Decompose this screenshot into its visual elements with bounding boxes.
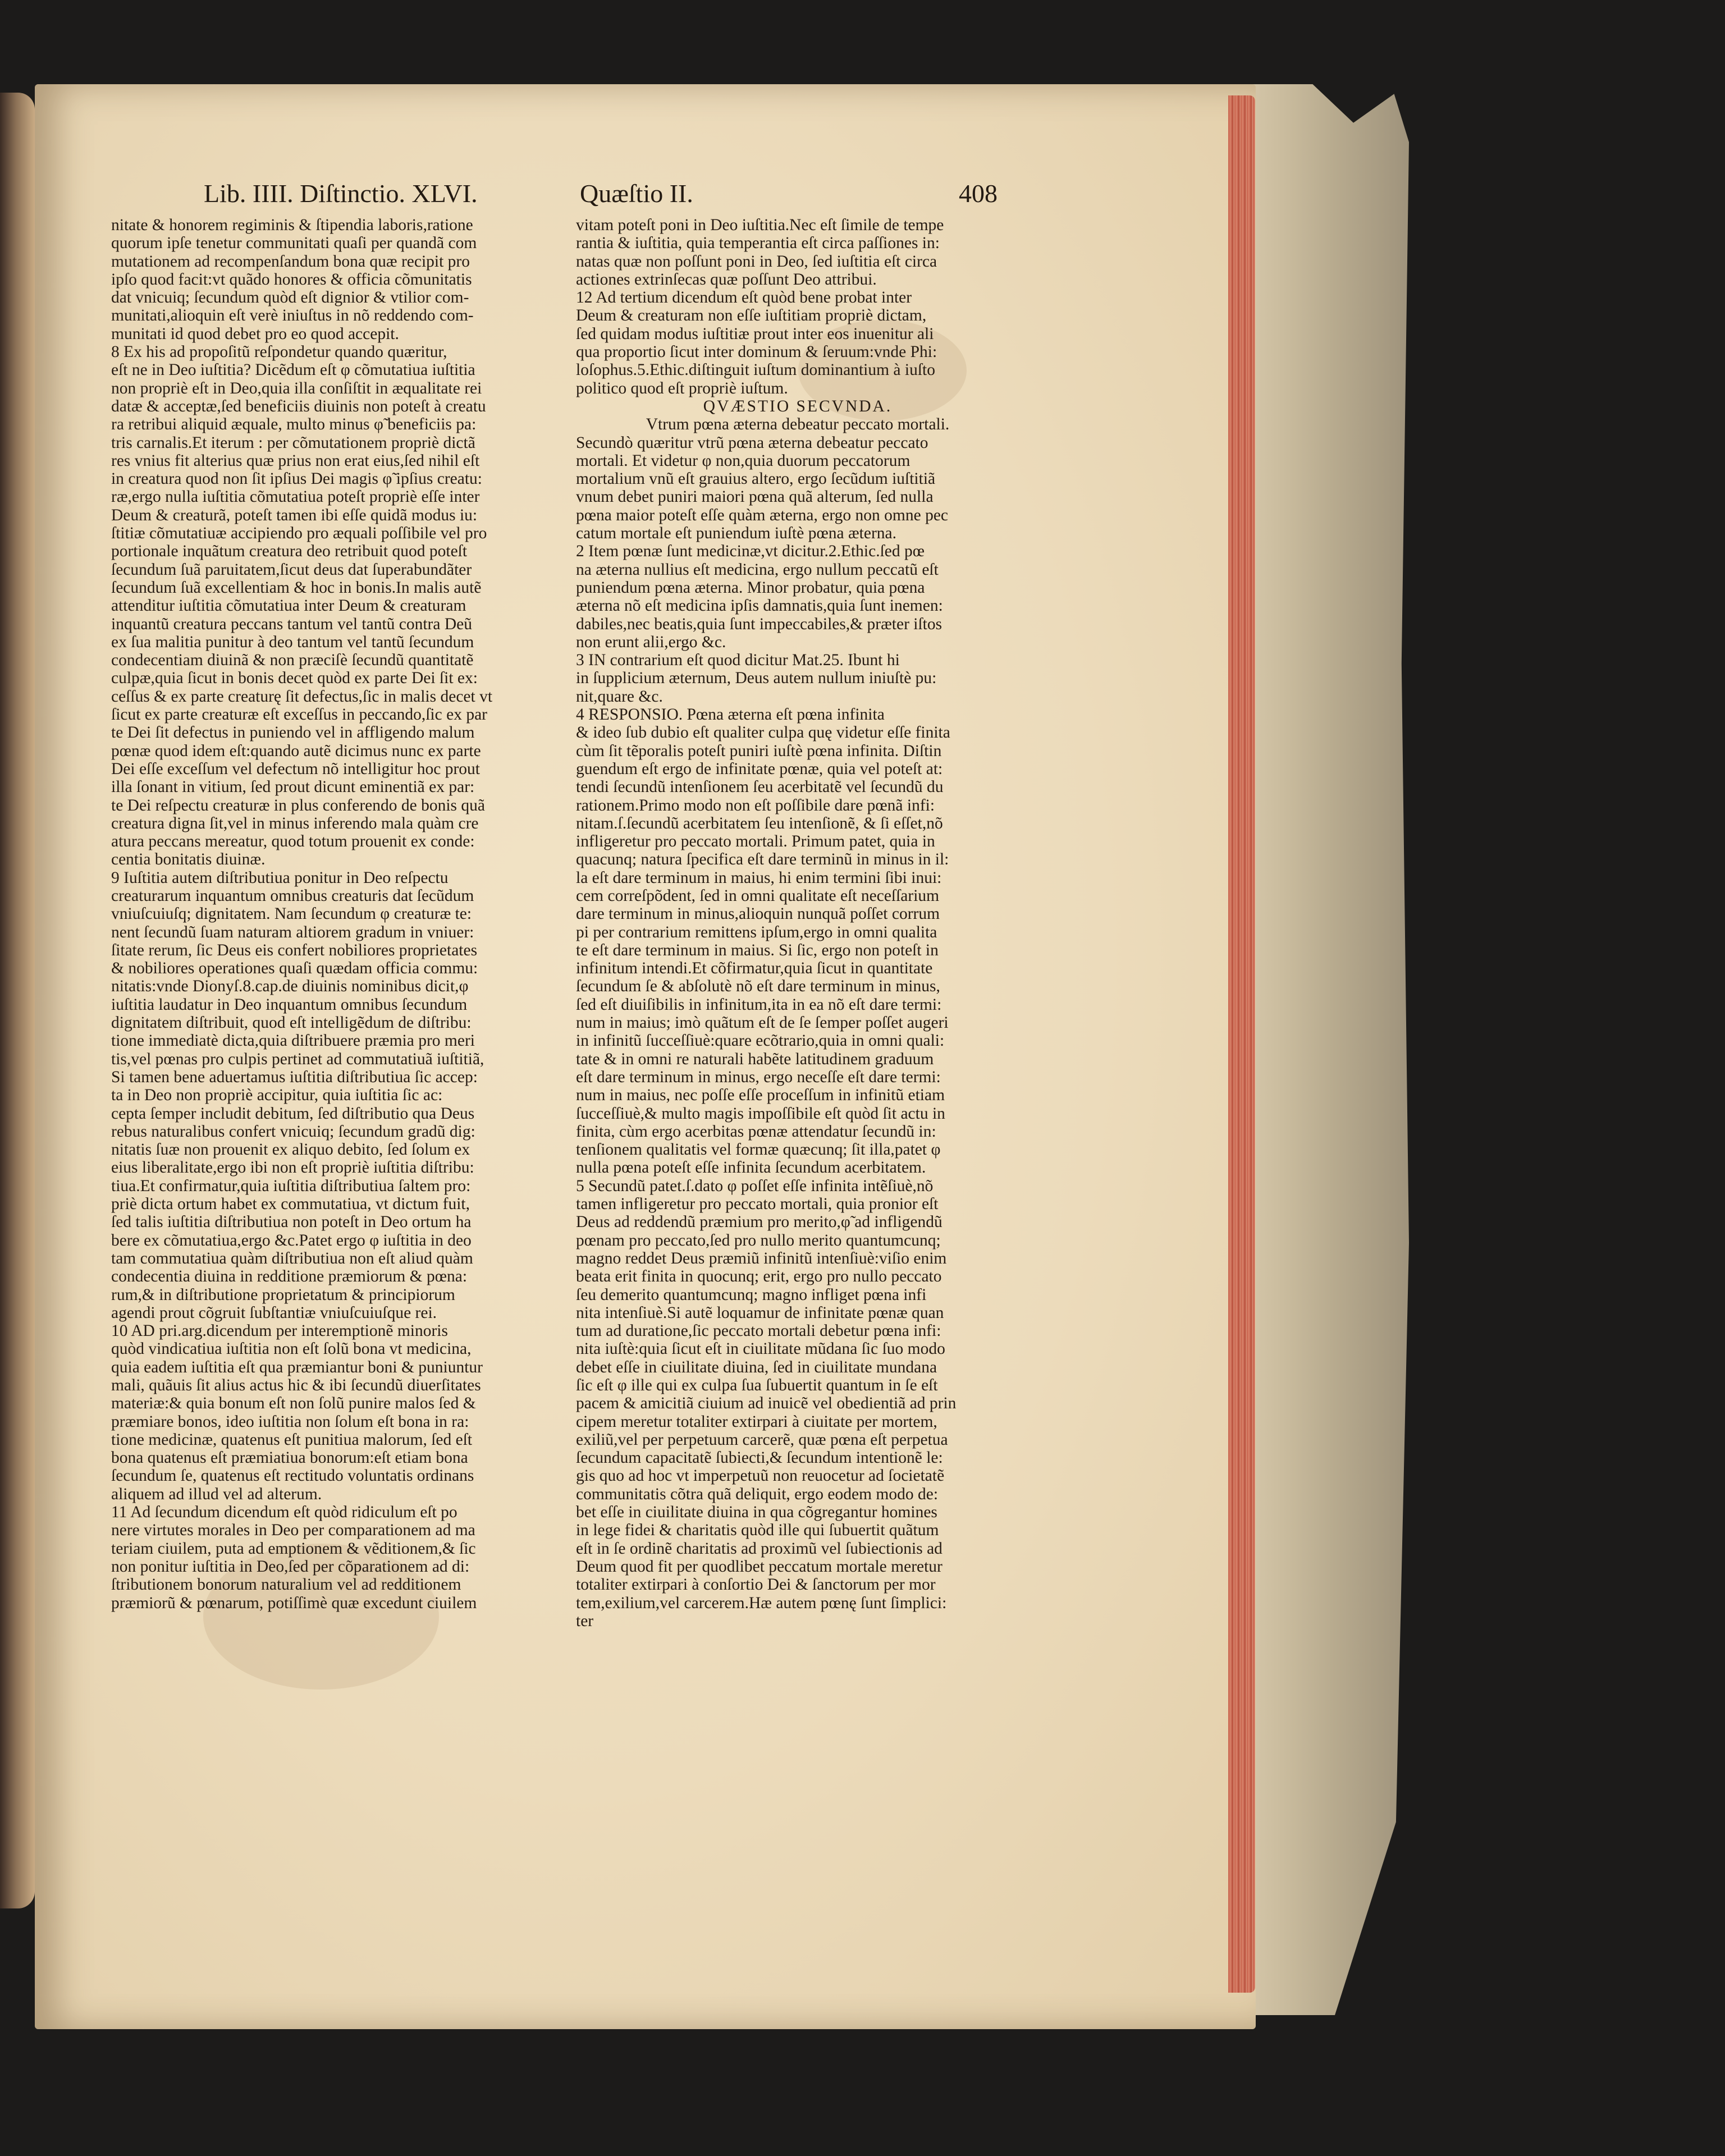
- text-line: qua proportio ſicut inter dominum & ſeruum:vnde Phi:: [576, 343, 937, 361]
- text-line: tenſionem qualitatis vel formæ quæcunq; ſit illa,patet φ: [576, 1141, 941, 1159]
- text-line: politico quod eſt propriè iuſtum.: [576, 379, 788, 397]
- text-line: guendum eſt ergo de infinitate pœnæ, quia vel poteſt at:: [576, 759, 943, 778]
- text-line: Deum & creaturã, poteſt tamen ibi eſſe quidã modus iu:: [111, 506, 478, 524]
- text-line: ſecundum ſuã paruitatem,ſicut deus dat ſuperabundãter: [111, 560, 472, 579]
- text-line: Si tamen bene aduertamus iuſtitia diſtributiua ſic accep:: [111, 1068, 478, 1086]
- text-line: in creatura quod non ſit ipſius Dei magis φ̃ ipſius creatu:: [111, 470, 482, 488]
- text-line: 11 Ad ſecundum dicendum eſt quòd ridiculum eſt po: [111, 1503, 457, 1522]
- text-line: Deum & creaturam non eſſe iuſtitiam propriè dictam,: [576, 306, 927, 325]
- text-line: tamen infligeretur pro peccato mortali, quia pronior eſt: [576, 1195, 939, 1214]
- text-line: priè dicta ortum habet ex commutatiua, vt dictum fuit,: [111, 1195, 470, 1214]
- text-line: præmiorũ & pœnarum, potiſſimè quæ excedunt ciuilem: [111, 1594, 477, 1612]
- text-line: cepta ſemper includit debitum, ſed diſtributio qua Deus: [111, 1104, 475, 1123]
- text-line: quia eadem iuſtitia eſt qua præmiantur boni & puniuntur: [111, 1358, 483, 1376]
- text-line: ta in Deo non propriè accipitur, quia iuſtitia ſic ac:: [111, 1086, 443, 1105]
- text-line: ſtributionem bonorum naturalium vel ad redditionem: [111, 1576, 461, 1594]
- text-line: culpæ,quia ſicut in bonis decet quòd ex parte Dei ſit ex:: [111, 669, 478, 688]
- text-line: mortalium vnũ eſt grauius altero, ergo ſecũdum iuſtitiã: [576, 470, 936, 488]
- text-line: Vtrum pœna æterna debeatur peccato mortali.: [646, 415, 950, 434]
- book-distinction-heading: Lib. IIII. Diſtinctio. XLVI.: [204, 179, 478, 208]
- text-line: dare terminum in minus,alioquin nunquã poſſet corrum: [576, 905, 940, 923]
- text-line: pacem & amicitiã ciuium ad inuicẽ vel obedientiã ad prin: [576, 1394, 957, 1413]
- question-title: QVÆSTIO SECVNDA.: [703, 397, 893, 415]
- text-line: eſt ne in Deo iuſtitia? Dicẽdum eſt φ cõmutatiua iuſtitia: [111, 361, 475, 379]
- text-line: non ponitur iuſtitia in Deo,ſed per cõparationem ad di:: [111, 1557, 470, 1576]
- text-line: quacunq; natura ſpecifica eſt dare terminũ in minus in il:: [576, 850, 949, 869]
- text-line: non erunt alii,ergo &c.: [576, 633, 726, 651]
- text-line: nitate & honorem regiminis & ſtipendia laboris,ratione: [111, 216, 473, 234]
- text-line: illa ſonant in vitium, ſed prout dicunt eminentiã ex par:: [111, 778, 475, 797]
- text-line: Secundò quæritur vtrũ pœna æterna debeatur peccato: [576, 433, 928, 452]
- text-line: magno reddet Deus præmiũ infinitũ intenſiuè:viſio enim: [576, 1249, 947, 1267]
- text-line: cem correſpõdent, ſed in omni qualitate eſt neceſſarium: [576, 886, 940, 905]
- text-line: dignitatem diſtribuit, quod eſt intelligẽdum de diſtribu:: [111, 1014, 472, 1032]
- text-line: Deum quod fit per quodlibet peccatum mortale meretur: [576, 1557, 942, 1576]
- text-line: creatura digna ſit,vel in minus inferendo mala quàm cre: [111, 814, 479, 832]
- text-line: mortali. Et videtur φ non,quia duorum peccatorum: [576, 451, 910, 470]
- text-line: eſt dare terminum in minus, ergo neceſſe eſt dare termi:: [576, 1068, 941, 1086]
- text-line: inquantũ creatura peccans tantum vel tantũ contra Deũ: [111, 615, 472, 633]
- text-line: nit,quare &c.: [576, 687, 663, 706]
- text-line: rum,& in diſtributione proprietatum & principiorum: [111, 1285, 455, 1304]
- text-line: ceſſus & ex parte creaturę ſit defectus,ſic in malis decet vt: [111, 687, 493, 706]
- text-line: dat vnicuiq; ſecundum quòd eſt dignior & vtilior com-: [111, 289, 469, 307]
- text-line: rationem.Primo modo non eſt poſſibile dare pœnã infi:: [576, 796, 935, 814]
- text-line: ſed talis iuſtitia diſtributiua non poteſt in Deo ortum ha: [111, 1213, 472, 1232]
- text-line: finita, cùm ergo acerbitas pœnæ attendatur ſecundũ in:: [576, 1122, 936, 1141]
- text-line: ſtitiæ cõmutatiuæ accipiendo pro æquali poſſibile vel pro: [111, 524, 487, 543]
- text-line: condecentia diuina in redditione præmiorum & pœna:: [111, 1267, 468, 1286]
- text-line: ipſo quod facit:vt quãdo honores & officia cõmunitatis: [111, 270, 472, 289]
- text-line: tum ad duratione,ſic peccato mortali debetur pœna infi:: [576, 1322, 941, 1340]
- text-line: & nobiliores operationes quaſi quædam officia commu:: [111, 959, 478, 978]
- text-line: nitatis:vnde Dionyſ.8.cap.de diuinis nominibus dicit,φ: [111, 977, 469, 996]
- folio-number: 408: [959, 179, 998, 208]
- text-line: 2 Item pœnæ ſunt medicinæ,vt dicitur.2.Ethic.ſed pœ: [576, 542, 925, 561]
- text-line: condecentiam diuinã & non præciſè ſecundũ quantitatẽ: [111, 651, 474, 670]
- text-line: gis quo ad hoc vt imperpetuũ non reuocetur ad ſocietatẽ: [576, 1467, 945, 1485]
- text-line: centia bonitatis diuinæ.: [111, 850, 266, 869]
- text-line: infinitum intendi.Et cõfirmatur,quia ſicut in quantitate: [576, 959, 933, 978]
- text-line: 5 Secundũ patet.ſ.dato φ poſſet eſſe infinita intẽſiuè,nõ: [576, 1177, 934, 1195]
- text-line: ſicut ex parte creaturæ eſt exceſſus in peccando,ſic ex par: [111, 706, 487, 724]
- text-line: ſeu demerito quantumcunq; magno infliget pœna infi: [576, 1285, 927, 1304]
- text-line: ſitate rerum, ſic Deus eis confert nobiliores proprietates: [111, 941, 478, 959]
- text-line: mali, quãuis ſit alius actus hic & ibi ſecundũ diuerſitates: [111, 1376, 481, 1394]
- text-line: puniendum pœna æterna. Minor probatur, quia pœna: [576, 578, 925, 597]
- text-line: datæ & acceptæ,ſed beneficiis diuinis non poteſt à creatu: [111, 397, 486, 415]
- text-line: quorum ipſe tenetur communitati quaſi per quandã com: [111, 234, 477, 253]
- text-line: quòd vindicatiua iuſtitia non eſt ſolũ bona vt medicina,: [111, 1340, 472, 1358]
- text-line: tris carnalis.Et iterum : per cõmutationem propriè dictã: [111, 433, 475, 452]
- text-line: communitatis cõtra quã deliquit, ergo eodem modo de:: [576, 1485, 939, 1503]
- text-line: eius liberalitate,ergo ibi non eſt propriè iuſtitia diſtribu:: [111, 1159, 474, 1177]
- text-line: tendi ſecundũ intenſionem ſeu acerbitatẽ vel ſecundũ du: [576, 778, 944, 797]
- text-line: infligeretur pro peccato mortali. Primum patet, quia in: [576, 832, 935, 851]
- text-line: beata erit finita in quocunq; erit, ergo pro nullo peccato: [576, 1267, 942, 1286]
- running-header: [111, 178, 1018, 212]
- text-line: ſic eſt φ ille qui ex culpa ſua ſubuertit quantum in ſe eſt: [576, 1376, 938, 1394]
- text-line: ſecundum capacitatẽ ſubiecti,& ſecundum intentionẽ le:: [576, 1449, 943, 1467]
- text-line: ſed quidam modus iuſtitiæ prout inter eos inuenitur ali: [576, 324, 934, 343]
- text-line: in infinitũ ſucceſſiuè:quare ecõtrario,quia in omni quali:: [576, 1032, 945, 1050]
- text-line: rantia & iuſtitia, quia temperantia eſt circa paſſiones in:: [576, 234, 940, 253]
- text-line: ſucceſſiuè,& multo magis impoſſibile eſt quòd ſit actu in: [576, 1104, 945, 1123]
- text-line: atura peccans mereatur, quod totum prouenit ex conde:: [111, 832, 475, 851]
- text-line: & ideo ſub dubio eſt qualiter culpa quę videtur eſſe finita: [576, 724, 950, 742]
- text-line: tis,vel pœnas pro culpis pertinet ad commutatiuã iuſtitiã,: [111, 1050, 484, 1068]
- text-line: vitam poteſt poni in Deo iuſtitia.Nec eſt ſimile de tempe: [576, 216, 944, 234]
- text-line: nitam.ſ.ſecundũ acerbitatem ſeu intenſionẽ, & ſi eſſet,nõ: [576, 814, 943, 832]
- text-line: attenditur iuſtitia cõmutatiua inter Deum & creaturam: [111, 597, 466, 615]
- text-line: na æterna nullius eſt medicina, ergo nullum peccatũ eſt: [576, 560, 939, 579]
- text-line: nita iuſtè:quia ſicut eſt in ciuilitate mũdana ſic ſuo modo: [576, 1340, 945, 1358]
- text-line: exiliũ,vel per perpetuum carcerẽ, quæ pœna eſt perpetua: [576, 1430, 948, 1449]
- text-line: munitati,alioquin eſt verè iniuſtus in nõ reddendo com-: [111, 306, 474, 325]
- text-line: cùm ſit tẽporalis poteſt puniri iuſtè pœna infinita. Diſtin: [576, 741, 942, 760]
- text-line: in lege fidei & charitatis quòd ille qui ſubuertit quãtum: [576, 1521, 939, 1540]
- text-line: teriam ciuilem, puta ad emptionem & vẽditionem,& ſic: [111, 1539, 476, 1558]
- text-line: nitatis ſuæ non prouenit ex aliquo debito, ſed ſolum ex: [111, 1141, 470, 1159]
- text-line: catum mortale eſt puniendum iuſtè pœna æterna.: [576, 524, 896, 543]
- text-line: non propriè eſt in Deo,quia illa conſiſtit in æqualitate rei: [111, 379, 482, 397]
- text-line: 3 IN contrarium eſt quod dicitur Mat.25. Ibunt hi: [576, 651, 900, 670]
- text-line: ra retribui aliquid æquale, multo minus φ̃ beneficiis pa:: [111, 415, 477, 434]
- text-line: Dei eſſe exceſſum vel defectum nõ intelligitur hoc prout: [111, 759, 480, 778]
- text-line: materiæ:& quia bonum eſt non ſolũ punire malos ſed &: [111, 1394, 476, 1413]
- text-line: æterna nõ eſt medicina ipſis damnatis,quia ſunt inemen:: [576, 597, 943, 615]
- text-line: Deus ad reddendũ præmium pro merito,φ̃ ad infligendũ: [576, 1213, 942, 1232]
- text-line: nent ſecundũ ſuam naturam altiorem gradum in vniuer:: [111, 923, 474, 941]
- text-line: eſt in ſe ordinẽ charitatis ad proximũ vel ſubiectionis ad: [576, 1539, 942, 1558]
- text-line: rebus naturalibus confert vnicuiq; ſecundum gradũ dig:: [111, 1122, 475, 1141]
- text-line: res vnius fit alterius quæ prius non erat eius,ſed nihil eſt: [111, 451, 480, 470]
- text-line: bere ex cõmutatiua,ergo &c.Patet ergo φ iuſtitia in deo: [111, 1231, 472, 1249]
- left-text-column: [111, 216, 553, 1612]
- text-line: nita intenſiuè.Si autẽ loquamur de infinitate pœnæ quan: [576, 1303, 944, 1322]
- text-line: pœnam pro peccato,ſed pro nullo merito quantumcunq;: [576, 1231, 941, 1249]
- text-line: ter: [576, 1612, 594, 1630]
- text-line: iuſtitia laudatur in Deo inquantum omnibus ſecundum: [111, 995, 468, 1014]
- text-line: 8 Ex his ad propoſitũ reſpondetur quando quæritur,: [111, 343, 447, 361]
- text-line: mutationem ad recompenſandum bona quæ recipit pro: [111, 252, 470, 271]
- text-line: te Dei reſpectu creaturæ in plus conferendo de bonis quã: [111, 796, 485, 814]
- text-line: agendi prout cõgruit ſubſtantiæ vniuſcuiuſque rei.: [111, 1303, 437, 1322]
- right-text-column: [576, 216, 1019, 1630]
- text-line: vniuſcuiuſq; dignitatem. Nam ſecundum φ creaturæ te:: [111, 905, 472, 923]
- text-line: creaturarum inquantum omnibus creaturis dat ſecũdum: [111, 886, 474, 905]
- text-line: num in maius; imò quãtum eſt de ſe ſemper poſſet augeri: [576, 1014, 949, 1032]
- text-line: nulla pœna poteſt eſſe infinita ſecundum acerbitatem.: [576, 1159, 926, 1177]
- text-line: num in maius, nec poſſe eſſe proceſſum in infinitũ etiam: [576, 1086, 945, 1105]
- text-line: pœnæ quod idem eſt:quando autẽ dicimus nunc ex parte: [111, 741, 481, 760]
- text-line: cipem meretur totaliter extirpari à ciuitate per mortem,: [576, 1412, 937, 1431]
- text-line: 12 Ad tertium dicendum eſt quòd bene probat inter: [576, 289, 912, 307]
- text-line: munitati id quod debet pro eo quod accepit.: [111, 324, 399, 343]
- text-line: natas quæ non poſſunt poni in Deo, ſed iuſtitia eſt circa: [576, 252, 937, 271]
- text-line: ræ,ergo nulla iuſtitia cõmutatiua poteſt propriè eſſe inter: [111, 488, 480, 506]
- text-line: portionale inquãtum creatura deo retribuit quod poteſt: [111, 542, 468, 561]
- text-line: tem,exilium,vel carcerem.Hæ autem pœnę ſunt ſimplici:: [576, 1594, 947, 1612]
- text-line: 4 RESPONSIO. Pœna æterna eſt pœna infinita: [576, 706, 885, 724]
- text-line: te eſt dare terminum in maius. Si ſic, ergo non poteſt in: [576, 941, 939, 959]
- text-line: tate & in omni re naturali habẽte latitudinem graduum: [576, 1050, 934, 1068]
- text-line: la eſt dare terminum in maius, hi enim termini ſibi inui:: [576, 868, 942, 887]
- text-line: ſed eſt diuiſibilis in infinitum,ita in ea nõ eſt dare termi:: [576, 995, 942, 1014]
- text-line: vnum debet puniri maiori pœna quã alterum, ſed nulla: [576, 488, 934, 506]
- text-line: tione immediatè dicta,quia diſtribuere præmia pro meri: [111, 1032, 475, 1050]
- text-line: actiones extrinſecas quæ poſſunt Deo attribui.: [576, 270, 877, 289]
- text-line: pi per contrarium remittens ipſum,ergo in omni qualita: [576, 923, 937, 941]
- text-line: te Dei ſit defectus in puniendo vel in affligendo malum: [111, 724, 475, 742]
- text-line: debet eſſe in ciuilitate diuina, ſed in ciuilitate mundana: [576, 1358, 937, 1376]
- text-line: tiua.Et confirmatur,quia iuſtitia diſtributiua ſaltem pro:: [111, 1177, 471, 1195]
- text-line: bona quatenus eſt præmiatiua bonorum:eſt etiam bona: [111, 1449, 468, 1467]
- question-heading: Quæſtio II.: [580, 179, 693, 208]
- facing-page-edge: [0, 93, 35, 1908]
- text-line: nere virtutes morales in Deo per comparationem ad ma: [111, 1521, 475, 1540]
- text-line: tam commutatiua quàm diſtributiua non eſt aliud quàm: [111, 1249, 473, 1267]
- text-line: in ſupplicium æternum, Deus autem nullum iniuſtè pu:: [576, 669, 937, 688]
- text-line: bet eſſe in ciuilitate diuina in qua cõgregantur homines: [576, 1503, 937, 1522]
- text-line: dabiles,nec beatis,quia ſunt impeccabiles,& præter iſtos: [576, 615, 942, 633]
- text-line: totaliter extirpari à conſortio Dei & ſanctorum per mor: [576, 1576, 936, 1594]
- text-line: 9 Iuſtitia autem diſtributiua ponitur in Deo reſpectu: [111, 868, 449, 887]
- red-page-edge: [1228, 95, 1255, 1993]
- text-line: ſecundum ſe, quatenus eſt rectitudo voluntatis ordinans: [111, 1467, 474, 1485]
- text-line: ex ſua malitia punitur à deo tantum vel tantũ ſecundum: [111, 633, 474, 651]
- text-line: pœna maior poteſt eſſe quàm æterna, ergo non omne pec: [576, 506, 949, 524]
- text-line: 10 AD pri.arg.dicendum per interemptionẽ minoris: [111, 1322, 448, 1340]
- text-line: aliquem ad illud vel ad alterum.: [111, 1485, 322, 1503]
- text-line: præmiare bonos, ideo iuſtitia non ſolum eſt bona in ra:: [111, 1412, 469, 1431]
- text-line: tione medicinæ, quatenus eſt punitiua malorum, ſed eſt: [111, 1430, 473, 1449]
- text-line: ſecundum ſe & abſolutè nõ eſt dare terminum in minus,: [576, 977, 940, 996]
- text-line: loſophus.5.Ethic.diſtinguit iuſtum dominantium à iuſto: [576, 361, 935, 379]
- text-line: ſecundum ſuã excellentiam & hoc in bonis.In malis autẽ: [111, 578, 482, 597]
